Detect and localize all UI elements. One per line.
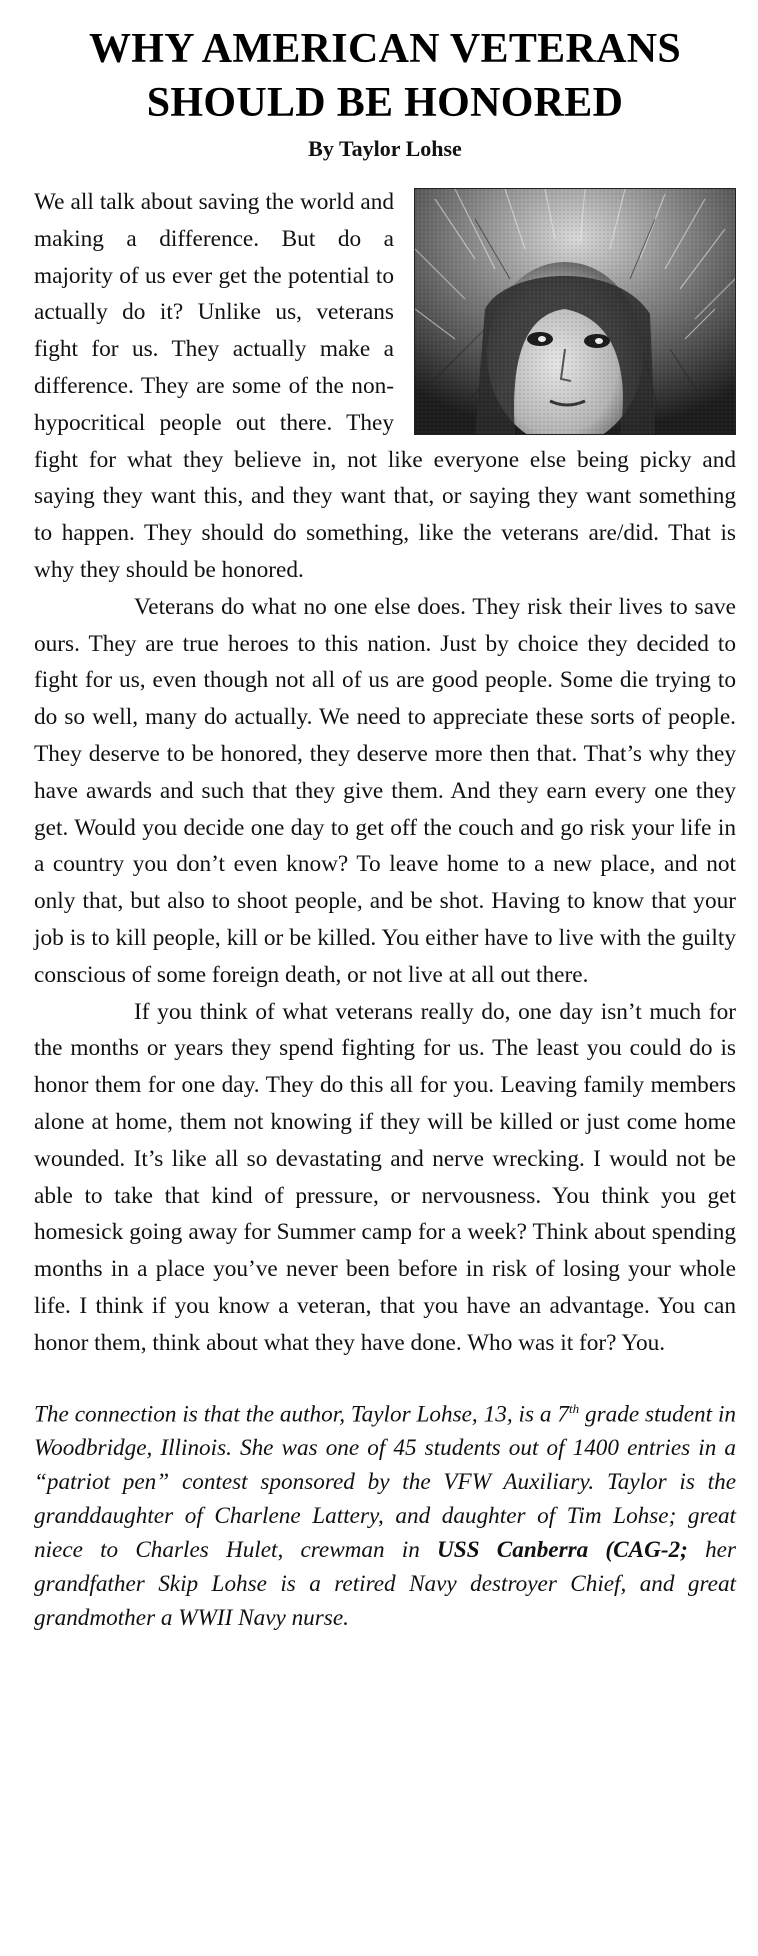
- connection-text-2: grade student in Woodbridge, Illinois. She was one of 45 students out of 1400 entries in a “patriot pen” contest sponsored by the VFW Auxiliary. Taylor is the granddaughter of Charlene Lattery, and daughter of Tim Lohse; great niece to Charles Hulet, crewman in: [34, 1401, 736, 1564]
- byline: By Taylor Lohse: [308, 136, 462, 161]
- article-title: [34, 22, 736, 130]
- connection-text-3: her grandfather Skip Lohse is a retired Navy destroyer Chief, and great grandmother a WWII Navy nurse.: [34, 1537, 736, 1632]
- paragraph-1: We all talk about saving the world and making a difference. But do a majority of us ever get the potential to actually do it? Unlike us, veterans fight for us. They actually make a difference. They are some of the non-hypocritical people out there. They fight for what they believe in, not like everyone else being picky and saying they want this, and they want that, or saying they want something to happen. They should do something, like the veterans are/did. That is why they should be honored.: [34, 189, 736, 583]
- author-photo: [414, 188, 736, 435]
- portrait-image: [415, 189, 735, 434]
- title-line-1: WHY AMERICAN VETERANS: [88, 26, 682, 72]
- title-line-2: SHOULD BE HONORED: [146, 80, 624, 126]
- ordinal-suffix: th: [569, 1400, 580, 1416]
- article-body: [34, 184, 736, 1362]
- ship-name: USS Canberra (CAG-2;: [437, 1537, 688, 1564]
- paragraph-2: Veterans do what no one else does. They risk their lives to save ours. They are true heroes to this nation. Just by choice they decided to fight for us, even though not all of us are good people. Some die trying to do so well, many do actually. We need to appreciate these sorts of people. They deserve to be honored, they deserve more then that. That’s why they have awards and such that they give them. And they earn every one they get. Would you decide one day to get off the couch and go risk your life in a country you don’t even know? To leave home to a new place, and not only that, but also to shoot people, and be shot. Having to know that your job is to kill people, kill or be killed. You either have to live with the guilty conscious of some foreign death, or not live at all out there.: [34, 593, 736, 988]
- author-connection-note: [34, 1392, 736, 1636]
- paragraph-3: If you think of what veterans really do, one day isn’t much for the months or years they spend fighting for us. The least you could do is honor them for one day. They do this all for you. Leaving family members alone at home, them not knowing if they will be killed or just come home wounded. It’s like all so devastating and nerve wrecking. I would not be able to take that kind of pressure, or nervousness. You think you get homesick going away for Summer camp for a week? Think about spending months in a place you’ve never been before in risk of losing your whole life. I think if you know a veteran, that you have an advantage. You can honor them, think about what they have done. Who was it for? You.: [34, 998, 736, 1356]
- connection-text-1: The connection is that the author, Taylor Lohse, 13, is a 7: [34, 1401, 570, 1428]
